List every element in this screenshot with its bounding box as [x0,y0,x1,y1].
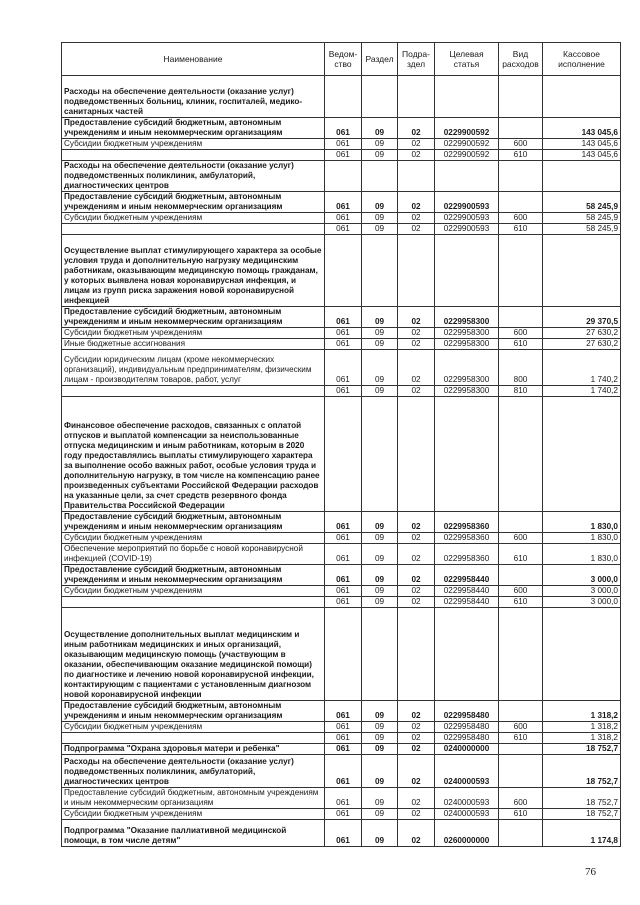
row-expense-type [499,307,543,328]
table-row [62,161,621,192]
row-section: 09 [362,339,398,350]
row-cash-execution: 1 740,2 [543,350,621,386]
row-section: 09 [362,224,398,235]
table-row [62,339,621,350]
row-name: Предоставление субсидий бюджетным, автономным учреждениям и иным некоммерческим организациям [62,307,325,328]
row-target-article: 0229958360 [435,533,499,544]
row-expense-type [499,161,543,192]
table-row [62,608,621,701]
table-body [62,76,621,847]
row-subsection: 02 [398,139,435,150]
row-name: Предоставление субсидий бюджетным, автономным учреждениям и иным некоммерческим организациям [62,512,325,533]
row-department: 061 [325,512,362,533]
row-section: 09 [362,118,398,139]
row-expense-type [499,192,543,213]
row-department: 061 [325,733,362,744]
row-expense-type [499,755,543,788]
row-section: 09 [362,820,398,847]
row-cash-execution: 1 830,0 [543,512,621,533]
row-target-article: 0229958300 [435,307,499,328]
table-row [62,118,621,139]
row-department: 061 [325,224,362,235]
row-cash-execution [543,235,621,307]
row-expense-type: 600 [499,533,543,544]
row-cash-execution: 1 174,8 [543,820,621,847]
row-name: Субсидии бюджетным учреждениям [62,139,325,150]
row-department: 061 [325,586,362,597]
row-target-article [435,76,499,118]
column-header-cash-execution: Кассовое исполнение [543,43,621,76]
row-cash-execution: 1 318,2 [543,733,621,744]
table-row [62,328,621,339]
row-department: 061 [325,544,362,565]
column-header-section: Раздел [362,43,398,76]
row-section: 09 [362,744,398,755]
row-name [62,597,325,608]
row-expense-type [499,76,543,118]
table-row [62,350,621,386]
row-department: 061 [325,722,362,733]
row-subsection: 02 [398,224,435,235]
row-target-article: 0240000593 [435,788,499,809]
row-target-article: 0229900593 [435,213,499,224]
row-target-article: 0229958360 [435,544,499,565]
row-department [325,76,362,118]
row-cash-execution [543,76,621,118]
row-department: 061 [325,192,362,213]
row-subsection: 02 [398,350,435,386]
row-target-article: 0240000000 [435,744,499,755]
row-department: 061 [325,307,362,328]
row-section: 09 [362,139,398,150]
column-header-department: Ведом-ство [325,43,362,76]
row-subsection: 02 [398,386,435,397]
row-target-article: 0229900592 [435,150,499,161]
row-name [62,733,325,744]
table-row [62,788,621,809]
row-subsection [398,76,435,118]
row-cash-execution: 143 045,6 [543,139,621,150]
row-department [325,397,362,512]
row-target-article: 0229958480 [435,701,499,722]
row-name: Предоставление субсидий бюджетным, автономным учреждениям и иным некоммерческим организациям [62,701,325,722]
row-expense-type: 600 [499,328,543,339]
row-subsection: 02 [398,533,435,544]
row-cash-execution: 58 245,9 [543,192,621,213]
row-expense-type: 610 [499,733,543,744]
row-cash-execution: 3 000,0 [543,597,621,608]
row-department: 061 [325,701,362,722]
row-name [62,150,325,161]
column-header-name: Наименование [62,43,325,76]
row-expense-type: 600 [499,722,543,733]
row-target-article [435,608,499,701]
row-subsection: 02 [398,565,435,586]
table-row [62,597,621,608]
table-row [62,733,621,744]
row-cash-execution: 3 000,0 [543,565,621,586]
row-department: 061 [325,350,362,386]
row-name: Подпрограмма "Охрана здоровья матери и ребенка" [62,744,325,755]
row-target-article: 0229958480 [435,722,499,733]
row-cash-execution: 143 045,6 [543,118,621,139]
row-section: 09 [362,733,398,744]
row-target-article [435,397,499,512]
row-cash-execution [543,608,621,701]
row-subsection: 02 [398,809,435,820]
row-subsection: 02 [398,213,435,224]
row-target-article: 0229900592 [435,118,499,139]
row-expense-type: 810 [499,386,543,397]
row-section [362,235,398,307]
row-expense-type: 600 [499,139,543,150]
table-row [62,820,621,847]
row-section: 09 [362,213,398,224]
row-department: 061 [325,328,362,339]
row-expense-type [499,608,543,701]
row-section [362,397,398,512]
row-department: 061 [325,744,362,755]
row-cash-execution: 27 630,2 [543,328,621,339]
row-section [362,608,398,701]
row-department: 061 [325,339,362,350]
row-expense-type [499,235,543,307]
row-subsection [398,397,435,512]
row-expense-type: 610 [499,224,543,235]
row-target-article: 0229958300 [435,386,499,397]
row-section: 09 [362,544,398,565]
table-header-row [62,43,621,76]
row-expense-type [499,701,543,722]
row-name: Субсидии бюджетным учреждениям [62,809,325,820]
row-expense-type [499,565,543,586]
row-name: Подпрограмма "Оказание паллиативной медицинской помощи, в том числе детям" [62,820,325,847]
table-row [62,544,621,565]
row-subsection: 02 [398,701,435,722]
row-target-article: 0229958480 [435,733,499,744]
table-row [62,192,621,213]
row-section [362,76,398,118]
table-row [62,224,621,235]
row-cash-execution: 1 830,0 [543,533,621,544]
row-target-article: 0240000593 [435,809,499,820]
column-header-subsection: Подра-здел [398,43,435,76]
row-expense-type [499,118,543,139]
row-name: Субсидии бюджетным учреждениям [62,533,325,544]
row-department [325,608,362,701]
row-name: Предоставление субсидий бюджетным, автономным учреждениям и иным некоммерческим организациям [62,565,325,586]
table-row [62,213,621,224]
row-target-article: 0229900592 [435,139,499,150]
row-subsection: 02 [398,328,435,339]
row-department: 061 [325,788,362,809]
row-cash-execution: 18 752,7 [543,744,621,755]
row-target-article: 0260000000 [435,820,499,847]
table-row [62,235,621,307]
row-section: 09 [362,350,398,386]
row-expense-type [499,820,543,847]
row-cash-execution: 18 752,7 [543,809,621,820]
table-row [62,76,621,118]
row-section: 09 [362,701,398,722]
table-row [62,586,621,597]
row-expense-type: 610 [499,339,543,350]
table-row [62,722,621,733]
column-header-expense-type: Вид расходов [499,43,543,76]
row-cash-execution: 143 045,6 [543,150,621,161]
row-name: Субсидии бюджетным учреждениям [62,586,325,597]
row-expense-type: 600 [499,213,543,224]
row-name: Расходы на обеспечение деятельности (оказание услуг) подведомственных поликлиник, амбулаторий, диагностических центров [62,161,325,192]
table-row [62,307,621,328]
row-subsection: 02 [398,744,435,755]
row-subsection: 02 [398,820,435,847]
row-cash-execution [543,397,621,512]
row-name: Предоставление субсидий бюджетным, автономным учреждениям и иным некоммерческим организациям [62,118,325,139]
row-expense-type: 610 [499,150,543,161]
row-target-article: 0229900593 [435,192,499,213]
row-target-article [435,235,499,307]
row-subsection [398,608,435,701]
row-name [62,224,325,235]
row-expense-type: 800 [499,350,543,386]
row-expense-type [499,744,543,755]
row-section: 09 [362,533,398,544]
row-section: 09 [362,722,398,733]
row-cash-execution: 1 318,2 [543,701,621,722]
row-subsection: 02 [398,722,435,733]
row-subsection: 02 [398,597,435,608]
table-row [62,512,621,533]
row-target-article: 0229900593 [435,224,499,235]
row-subsection [398,235,435,307]
row-name: Субсидии бюджетным учреждениям [62,213,325,224]
row-name: Предоставление субсидий бюджетным, автономным учреждениям и иным некоммерческим организациям [62,788,325,809]
table-row [62,755,621,788]
row-section: 09 [362,586,398,597]
row-department: 061 [325,597,362,608]
row-expense-type [499,512,543,533]
row-name [62,386,325,397]
row-target-article: 0229958440 [435,565,499,586]
row-section: 09 [362,328,398,339]
table-row [62,533,621,544]
row-expense-type [499,397,543,512]
row-expense-type: 600 [499,788,543,809]
row-name: Иные бюджетные ассигнования [62,339,325,350]
table-row [62,386,621,397]
table-row [62,809,621,820]
row-name: Осуществление дополнительных выплат медицинским и иным работникам медицинских и иных организаций, оказывающим медицинскую помощь (участвующим в оказании, обеспечивающим оказание медицинской помощи) по диагностике и лечению новой коронавирусной инфекции, контактирующим с пациентами с установленным диагнозом новой коронавирусной инфекции [62,608,325,701]
row-department: 061 [325,755,362,788]
row-department: 061 [325,118,362,139]
row-cash-execution: 27 630,2 [543,339,621,350]
row-department: 061 [325,139,362,150]
row-section [362,161,398,192]
row-subsection: 02 [398,755,435,788]
row-subsection: 02 [398,512,435,533]
row-name: Предоставление субсидий бюджетным, автономным учреждениям и иным некоммерческим организациям [62,192,325,213]
column-header-target-article: Целевая статья [435,43,499,76]
row-department: 061 [325,213,362,224]
row-section: 09 [362,192,398,213]
row-cash-execution: 18 752,7 [543,755,621,788]
row-cash-execution: 3 000,0 [543,586,621,597]
row-name: Расходы на обеспечение деятельности (оказание услуг) подведомственных поликлиник, амбулаторий, диагностических центров [62,755,325,788]
row-subsection: 02 [398,339,435,350]
row-department [325,161,362,192]
row-section: 09 [362,512,398,533]
row-name: Субсидии бюджетным учреждениям [62,328,325,339]
row-cash-execution: 29 370,5 [543,307,621,328]
row-target-article: 0229958300 [435,328,499,339]
row-subsection: 02 [398,788,435,809]
table-row [62,397,621,512]
row-department: 061 [325,386,362,397]
row-department: 061 [325,533,362,544]
row-subsection: 02 [398,586,435,597]
row-department: 061 [325,565,362,586]
row-section: 09 [362,755,398,788]
row-section: 09 [362,597,398,608]
row-section: 09 [362,809,398,820]
table-row [62,565,621,586]
row-name: Осуществление выплат стимулирующего характера за особые условия труда и дополнительную нагрузку медицинским работникам, оказывающим медицинскую помощь гражданам, у которых выявлена новая коронавирусная инфекция, и лицам из групп риска заражения новой коронавирусной инфекцией [62,235,325,307]
row-subsection: 02 [398,307,435,328]
row-subsection: 02 [398,118,435,139]
page-number: 76 [585,866,596,878]
row-expense-type: 610 [499,809,543,820]
row-subsection: 02 [398,192,435,213]
row-name: Обеспечение мероприятий по борьбе с новой коронавирусной инфекцией (COVID-19) [62,544,325,565]
row-target-article: 0229958440 [435,597,499,608]
row-section: 09 [362,307,398,328]
row-target-article: 0229958300 [435,339,499,350]
row-expense-type: 600 [499,586,543,597]
row-target-article: 0229958360 [435,512,499,533]
row-name: Расходы на обеспечение деятельности (оказание услуг) подведомственных больниц, клиник, госпиталей, медико-санитарных частей [62,76,325,118]
row-cash-execution: 1 318,2 [543,722,621,733]
row-cash-execution: 18 752,7 [543,788,621,809]
row-expense-type: 610 [499,597,543,608]
row-target-article: 0240000593 [435,755,499,788]
row-expense-type: 610 [499,544,543,565]
table-row [62,701,621,722]
row-subsection: 02 [398,544,435,565]
row-subsection [398,161,435,192]
row-name: Субсидии бюджетным учреждениям [62,722,325,733]
row-department: 061 [325,820,362,847]
row-name: Субсидии юридическим лицам (кроме некоммерческих организаций), индивидуальным предпринимателям, физическим лицам - производителям товаров, работ, услуг [62,350,325,386]
table-row [62,139,621,150]
row-department [325,235,362,307]
row-cash-execution: 58 245,9 [543,224,621,235]
row-cash-execution: 1 830,0 [543,544,621,565]
table-row [62,744,621,755]
table-row [62,150,621,161]
row-subsection: 02 [398,733,435,744]
row-cash-execution: 1 740,2 [543,386,621,397]
row-subsection: 02 [398,150,435,161]
row-cash-execution [543,161,621,192]
row-department: 061 [325,809,362,820]
budget-table [61,42,621,847]
row-section: 09 [362,386,398,397]
row-section: 09 [362,565,398,586]
row-department: 061 [325,150,362,161]
row-target-article: 0229958300 [435,350,499,386]
row-section: 09 [362,150,398,161]
row-cash-execution: 58 245,9 [543,213,621,224]
row-name: Финансовое обеспечение расходов, связанных с оплатой отпусков и выплатой компенсации за неиспользованные отпуска медицинским и иным работникам, которым в 2020 году предоставлялись выплаты стимулирующего характера за выполнение особо важных работ, особые условия труда и дополнительную нагрузку, в том числе на компенсацию ранее произведенных субъектами Российской Федерации расходов на указанные цели, за счет средств резервного фонда Правительства Российской Федерации [62,397,325,512]
row-target-article [435,161,499,192]
row-target-article: 0229958440 [435,586,499,597]
row-section: 09 [362,788,398,809]
